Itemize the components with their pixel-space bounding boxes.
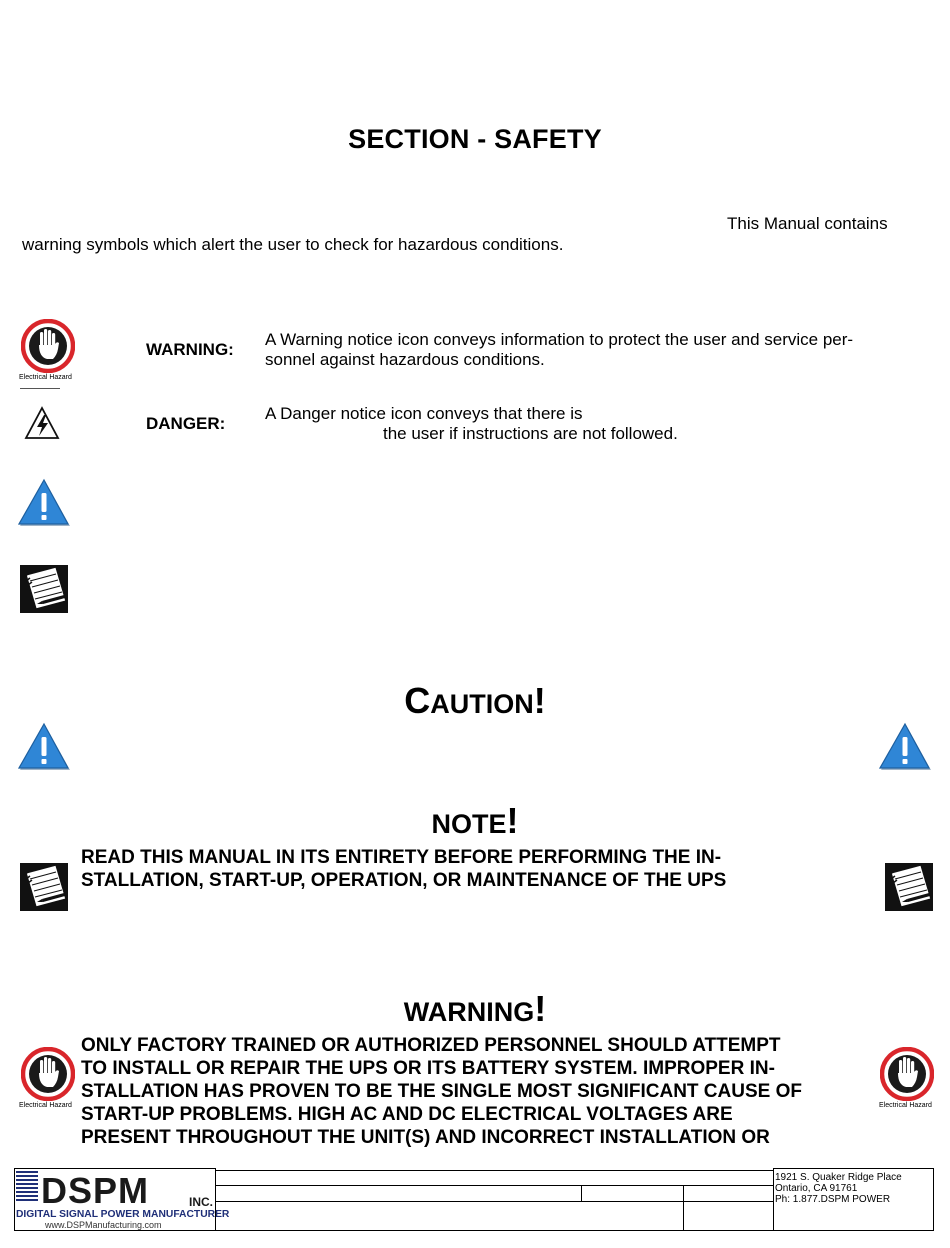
footer-cell-row2-b bbox=[581, 1185, 684, 1202]
footer-logo-box bbox=[14, 1168, 230, 1231]
footer-cell-row3-a bbox=[215, 1201, 684, 1231]
warning-definition-line-1: A Warning notice icon conveys information to protect the user and service per- bbox=[265, 330, 854, 349]
warning-text-line-1: ONLY FACTORY TRAINED OR AUTHORIZED PERSONNEL SHOULD ATTEMPT bbox=[81, 1035, 781, 1056]
icon-caption: Electrical Hazard bbox=[19, 1102, 72, 1109]
footer-cell-row2-c bbox=[683, 1185, 774, 1202]
caution-heading-bang: ! bbox=[533, 680, 546, 721]
electrical-hazard-hand-icon bbox=[21, 1047, 75, 1101]
address-line-1: 1921 S. Quaker Ridge Place bbox=[775, 1172, 902, 1183]
warning-text-line-5: PRESENT THROUGHOUT THE UNIT(S) AND INCORRECT INSTALLATION OR bbox=[81, 1127, 770, 1148]
note-heading bbox=[0, 800, 950, 842]
warning-text-line-3: STALLATION HAS PROVEN TO BE THE SINGLE MOST SIGNIFICANT CAUSE OF bbox=[81, 1081, 802, 1102]
warning-definition-line-2: sonnel against hazardous conditions. bbox=[265, 350, 545, 369]
footer-cell-row2-a bbox=[215, 1185, 582, 1202]
caution-triangle-icon bbox=[18, 478, 72, 528]
footer-cell-row1 bbox=[215, 1170, 774, 1186]
warning-text-line-4: START-UP PROBLEMS. HIGH AC AND DC ELECTRICAL VOLTAGES ARE bbox=[81, 1104, 733, 1125]
warning-heading-text: WARNING bbox=[403, 997, 535, 1027]
logo-url: www.DSPManufacturing.com bbox=[45, 1220, 162, 1230]
caution-heading-rest: AUTION bbox=[430, 689, 534, 719]
high-voltage-triangle-icon bbox=[24, 406, 60, 442]
note-text-line-2: STALLATION, START-UP, OPERATION, OR MAINTENANCE OF THE UPS bbox=[81, 870, 727, 891]
note-heading-text: NOTE bbox=[431, 809, 507, 839]
caution-heading bbox=[0, 680, 950, 722]
electrical-hazard-hand-icon bbox=[880, 1047, 934, 1101]
footer-address-box bbox=[773, 1168, 934, 1231]
address-line-3: Ph: 1.877.DSPM POWER bbox=[775, 1194, 891, 1205]
intro-line-2: warning symbols which alert the user to check for hazardous conditions. bbox=[22, 235, 564, 254]
caution-heading-cap: C bbox=[404, 680, 431, 721]
note-heading-bang: ! bbox=[506, 800, 519, 841]
note-pencil-icon bbox=[20, 862, 68, 912]
page-title: SECTION - SAFETY bbox=[348, 124, 602, 154]
logo-stripes bbox=[16, 1171, 38, 1203]
danger-label: DANGER: bbox=[146, 414, 226, 433]
icon-caption: Electrical Hazard bbox=[19, 374, 72, 381]
logo-inc: INC. bbox=[189, 1195, 213, 1209]
warning-label: WARNING: bbox=[146, 340, 234, 359]
logo-main: DSPM bbox=[41, 1170, 150, 1211]
caution-triangle-icon bbox=[879, 722, 933, 772]
note-pencil-icon bbox=[885, 862, 933, 912]
electrical-hazard-hand-icon bbox=[21, 319, 75, 373]
divider bbox=[20, 388, 60, 389]
icon-caption: Electrical Hazard bbox=[879, 1102, 932, 1109]
danger-definition-line-2: the user if instructions are not followed. bbox=[383, 424, 678, 443]
warning-heading bbox=[0, 988, 950, 1030]
warning-text-line-2: TO INSTALL OR REPAIR THE UPS OR ITS BATTERY SYSTEM. IMPROPER IN- bbox=[81, 1058, 775, 1079]
address-line-2: Ontario, CA 91761 bbox=[775, 1183, 858, 1194]
note-pencil-icon bbox=[20, 564, 68, 614]
danger-definition-line-1: A Danger notice icon conveys that there is bbox=[265, 404, 583, 423]
logo-tagline: DIGITAL SIGNAL POWER MANUFACTURER bbox=[16, 1209, 230, 1220]
note-text-line-1: READ THIS MANUAL IN ITS ENTIRETY BEFORE PERFORMING THE IN- bbox=[81, 847, 722, 868]
footer-title-block bbox=[14, 1168, 934, 1231]
caution-triangle-icon bbox=[18, 722, 72, 772]
warning-heading-bang: ! bbox=[534, 988, 547, 1029]
intro-line-1: This Manual contains bbox=[727, 214, 888, 233]
footer-cell-row3-b bbox=[683, 1201, 774, 1231]
